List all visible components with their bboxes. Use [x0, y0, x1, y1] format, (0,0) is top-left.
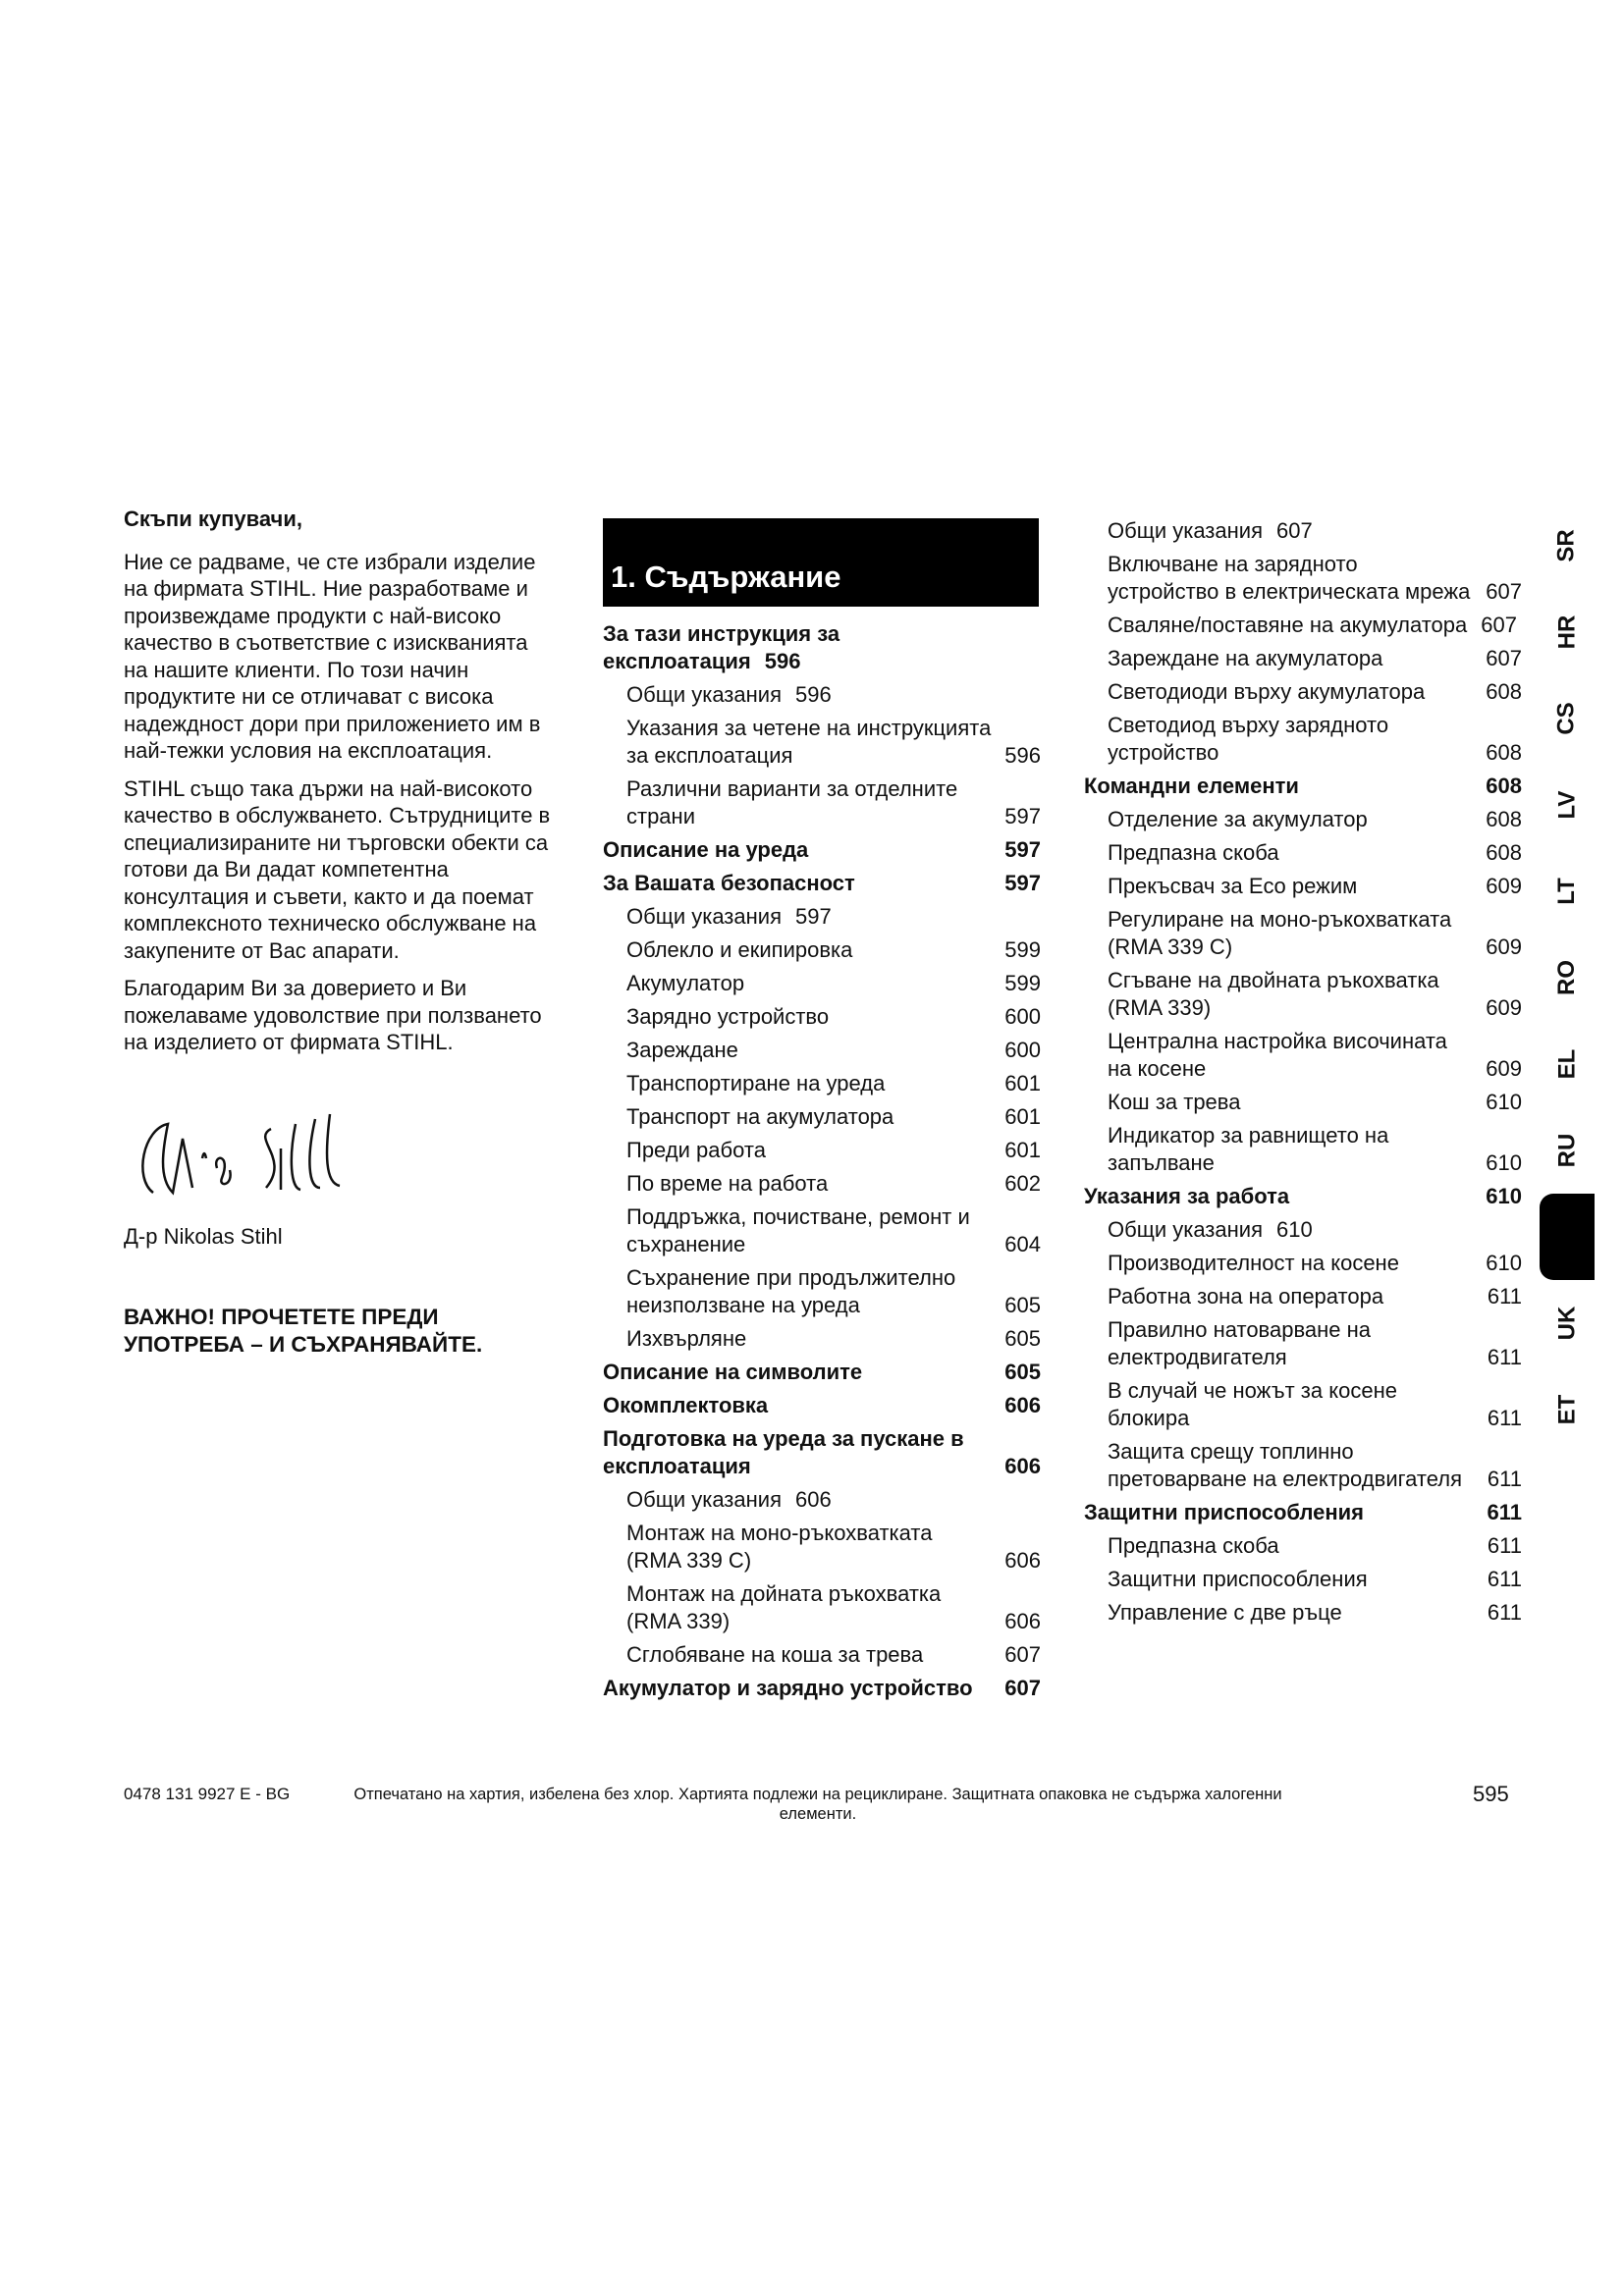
toc-entry-title: Различни варианти за отделните страни — [626, 776, 958, 828]
toc-entry-page: 610 — [1486, 1251, 1522, 1275]
toc-column-3 — [1084, 517, 1522, 1632]
toc-entry-title: Отделение за акумулатор — [1108, 807, 1368, 831]
toc-entry-title: Общи указания — [626, 682, 782, 707]
toc-entry-page: 610 — [1486, 1150, 1522, 1175]
toc-entry-title: Указания за четене на инструкцията за експлоатация — [626, 716, 992, 768]
toc-entry-title: Поддръжка, почистване, ремонт и съхранение — [626, 1204, 970, 1256]
toc-entry-page: 607 — [1481, 613, 1517, 637]
lang-tab-label: CS — [1553, 702, 1580, 735]
lang-tab-label: RO — [1553, 960, 1580, 995]
intro-paragraph-1: Ние се радваме, че сте избрали изделие на фирмата STIHL. Ние разработваме и произвеждаме продукти с най-високо качество в съответствие с изискванията на нашите клиенти. По този начин продуктите ни се отличават с висока надеждност дори при приложението им в най-тежки условия на експлоатация. — [124, 549, 541, 763]
toc-entry-page: 607 — [1486, 646, 1522, 670]
lang-tab-bg[interactable] — [1540, 1194, 1595, 1280]
toc-entry-page: 611 — [1487, 1284, 1522, 1308]
toc-entry-page: 606 — [1004, 1454, 1041, 1478]
toc-entry-title: Общи указания — [626, 1487, 782, 1512]
toc-entry-page: 597 — [1004, 804, 1041, 828]
toc-entry-page: 609 — [1486, 934, 1522, 959]
toc-entry — [603, 1520, 1041, 1575]
greeting: Скъпи купувачи, — [124, 507, 302, 531]
toc-entry-page: 608 — [1486, 774, 1522, 798]
intro-column — [124, 506, 556, 1369]
toc-entry — [603, 1425, 1041, 1480]
toc-entry — [1084, 873, 1522, 900]
toc-entry — [1084, 1028, 1522, 1083]
toc-entry — [603, 1103, 1041, 1131]
lang-tab-label: LV — [1552, 790, 1580, 820]
toc-entry-page: 610 — [1276, 1217, 1313, 1242]
lang-tab-el[interactable] — [1540, 1021, 1595, 1107]
toc-entry-page: 601 — [1004, 1138, 1041, 1162]
toc-entry-title: Монтаж на моно-ръкохватката (RMA 339 C) — [626, 1521, 933, 1573]
toc-entry-title: Общи указания — [626, 904, 782, 929]
toc-entry — [603, 936, 1041, 964]
toc-entry — [603, 1580, 1041, 1635]
toc-entry-title: Управление с две ръце — [1108, 1600, 1342, 1625]
toc-entry-page: 608 — [1486, 740, 1522, 765]
toc-entry-title: Защита срещу топлинно претоварване на електродвигателя — [1108, 1439, 1463, 1491]
signature-image — [124, 1099, 556, 1207]
lang-tab-ro[interactable] — [1540, 934, 1595, 1021]
toc-entry-title: Регулиране на моно-ръкохватката (RMA 339 C) — [1108, 907, 1452, 959]
toc-entry-page: 597 — [1004, 837, 1041, 862]
toc-entry-title: Описание на символите — [603, 1360, 863, 1384]
toc-entry — [603, 715, 1041, 770]
toc-entry-title: Подготовка на уреда за пускане в експлоатация — [603, 1426, 964, 1478]
toc-entry-page: 610 — [1486, 1090, 1522, 1114]
toc-entry — [603, 1675, 1041, 1702]
toc-entry-page: 605 — [1004, 1293, 1041, 1317]
toc-entry — [1084, 1377, 1522, 1432]
toc-entry-title: Транспортиране на уреда — [626, 1071, 886, 1095]
toc-entry-title: Индикатор за равнището на запълване — [1108, 1123, 1389, 1175]
toc-entry — [603, 903, 1041, 931]
toc-entry-page: 600 — [1004, 1004, 1041, 1029]
toc-entry — [1084, 645, 1522, 672]
lang-tab-label: HR — [1552, 614, 1580, 650]
toc-entry-title: Общи указания — [1108, 518, 1263, 543]
toc-entry-title: Окомплектовка — [603, 1393, 769, 1417]
toc-entry-title: Светодиоди върху акумулатора — [1108, 679, 1426, 704]
lang-tab-sr[interactable] — [1540, 503, 1595, 589]
toc-entry — [603, 1070, 1041, 1097]
toc-entry-title: Предпазна скоба — [1108, 1533, 1279, 1558]
toc-entry-title: Производителност на косене — [1108, 1251, 1399, 1275]
toc-entry — [1084, 1438, 1522, 1493]
toc-entry-title: Защитни приспособления — [1108, 1567, 1368, 1591]
toc-entry — [603, 870, 1041, 897]
toc-entry-page: 611 — [1487, 1406, 1522, 1430]
toc-entry-title: Правилно натоварване на електродвигателя — [1108, 1317, 1372, 1369]
toc-entry-title: Съхранение при продължително неизползване на уреда — [626, 1265, 956, 1317]
toc-entry-title: Указания за работа — [1084, 1184, 1290, 1208]
toc-entry-page: 611 — [1487, 1500, 1522, 1524]
intro-paragraph-2: STIHL също така държи на най-високото качество в обслужването. Сътрудниците в специализираните ни търговски обекти са готови да Ви дадат компетентна консултация и съвети, както и да поемат комплексното техническо обслужване на закупените от Вас апарати. — [124, 775, 551, 963]
signature-name: Д-р Nikolas Stihl — [124, 1223, 283, 1249]
toc-entry — [603, 1170, 1041, 1198]
toc-entry-page: 611 — [1487, 1533, 1522, 1558]
important-notice: ВАЖНО! ПРОЧЕТЕТЕ ПРЕДИ УПОТРЕБА – И СЪХРАНЯВАЙТЕ. — [124, 1305, 483, 1357]
toc-entry — [1084, 1499, 1522, 1526]
toc-entry-page: 611 — [1487, 1567, 1522, 1591]
toc-entry-page: 596 — [764, 649, 801, 673]
toc-entry-title: Работна зона на оператора — [1108, 1284, 1384, 1308]
toc-entry — [603, 620, 1041, 675]
lang-tab-lv[interactable] — [1540, 762, 1595, 848]
toc-entry-title: Светодиод върху зарядното устройство — [1108, 713, 1389, 765]
toc-entry-page: 609 — [1486, 1056, 1522, 1081]
toc-entry-page: 607 — [1004, 1642, 1041, 1667]
toc-entry — [1084, 612, 1522, 639]
toc-entry — [603, 1137, 1041, 1164]
toc-entry-title: Акумулатор и зарядно устройство — [603, 1676, 973, 1700]
toc-entry-page: 609 — [1486, 874, 1522, 898]
toc-entry-title: Монтаж на дойната ръкохватка (RMA 339) — [626, 1581, 942, 1633]
toc-entry — [1084, 1089, 1522, 1116]
toc-entry-page: 606 — [1004, 1609, 1041, 1633]
toc-entry-title: Зареждане — [626, 1038, 738, 1062]
toc-entry-title: Акумулатор — [626, 971, 745, 995]
lang-tab-label: BG — [1553, 1219, 1580, 1255]
toc-entry — [1084, 712, 1522, 767]
document-code: 0478 131 9927 E - BG — [124, 1785, 291, 1803]
toc-column-2 — [603, 620, 1041, 1708]
toc-entry — [603, 681, 1041, 709]
toc-entry — [603, 1641, 1041, 1669]
lang-tab-label: ET — [1552, 1394, 1580, 1425]
toc-entry — [1084, 517, 1522, 545]
toc-entry — [1084, 1122, 1522, 1177]
toc-entry-page: 607 — [1276, 518, 1313, 543]
toc-entry — [603, 1325, 1041, 1353]
toc-entry-page: 597 — [1004, 871, 1041, 895]
toc-entry-title: Включване на зарядното устройство в електрическата мрежа — [1108, 552, 1471, 604]
toc-entry — [603, 1037, 1041, 1064]
toc-entry — [1084, 773, 1522, 800]
lang-tab-label: RU — [1552, 1133, 1580, 1168]
intro-paragraph-3: Благодарим Ви за доверието и Ви пожелаваме удоволствие при ползването на изделието от фирмата STIHL. — [124, 976, 542, 1054]
toc-title: 1. Съдържание — [603, 518, 1039, 607]
toc-entry — [1084, 906, 1522, 961]
lang-tab-label: LT — [1552, 878, 1580, 905]
toc-entry-page: 611 — [1487, 1345, 1522, 1369]
lang-tab-et[interactable] — [1540, 1366, 1595, 1453]
footer-note: Отпечатано на хартия, избелена без хлор. Хартията подлежи на рециклиране. Защитната опаковка не съдържа халогенни елементи. — [353, 1786, 1282, 1823]
toc-entry — [603, 1392, 1041, 1419]
toc-entry — [1084, 1216, 1522, 1244]
toc-entry-title: Описание на уреда — [603, 837, 809, 862]
toc-entry-page: 601 — [1004, 1071, 1041, 1095]
toc-entry-page: 606 — [795, 1487, 832, 1512]
toc-entry — [603, 1264, 1041, 1319]
lang-tab-hr[interactable] — [1540, 589, 1595, 675]
toc-entry-title: Общи указания — [1108, 1217, 1263, 1242]
toc-entry-page: 608 — [1486, 679, 1522, 704]
toc-entry-page: 597 — [795, 904, 832, 929]
toc-entry — [1084, 678, 1522, 706]
toc-entry-page: 609 — [1486, 995, 1522, 1020]
toc-entry-title: Сваляне/поставяне на акумулатора — [1108, 613, 1468, 637]
toc-entry — [603, 836, 1041, 864]
toc-entry-page: 604 — [1004, 1232, 1041, 1256]
toc-entry — [1084, 806, 1522, 833]
toc-entry-title: За тази инструкция за експлоатация — [603, 621, 840, 673]
toc-entry-page: 599 — [1004, 971, 1041, 995]
toc-entry-page: 611 — [1487, 1467, 1522, 1491]
toc-entry — [1084, 1316, 1522, 1371]
language-tabs — [1540, 503, 1595, 1453]
toc-entry-title: В случай че ножът за косене блокира — [1108, 1378, 1397, 1430]
page-number: 595 — [1473, 1782, 1509, 1806]
toc-entry — [1084, 551, 1522, 606]
toc-entry-page: 607 — [1004, 1676, 1041, 1700]
toc-entry-page: 605 — [1004, 1326, 1041, 1351]
toc-entry — [603, 1359, 1041, 1386]
toc-entry — [1084, 1283, 1522, 1310]
toc-entry-page: 602 — [1004, 1171, 1041, 1196]
lang-tab-label: EL — [1552, 1048, 1580, 1080]
toc-entry — [1084, 1599, 1522, 1627]
lang-tab-uk[interactable] — [1540, 1280, 1595, 1366]
toc-entry-page: 611 — [1487, 1600, 1522, 1625]
toc-entry — [1084, 1566, 1522, 1593]
toc-entry-page: 596 — [1004, 743, 1041, 768]
toc-entry-page: 606 — [1004, 1393, 1041, 1417]
toc-entry-page: 607 — [1486, 579, 1522, 604]
toc-entry-title: Защитни приспособления — [1084, 1500, 1365, 1524]
toc-entry — [603, 775, 1041, 830]
toc-entry — [1084, 967, 1522, 1022]
toc-entry — [603, 1003, 1041, 1031]
toc-entry-page: 605 — [1004, 1360, 1041, 1384]
toc-entry-title: Зарядно устройство — [626, 1004, 830, 1029]
toc-entry — [1084, 1183, 1522, 1210]
lang-tab-ru[interactable] — [1540, 1107, 1595, 1194]
lang-tab-label: UK — [1552, 1306, 1580, 1341]
toc-entry-title: Преди работа — [626, 1138, 766, 1162]
toc-entry-title: По време на работа — [626, 1171, 829, 1196]
toc-entry-page: 608 — [1486, 840, 1522, 865]
toc-entry-title: Командни елементи — [1084, 774, 1299, 798]
toc-entry — [1084, 1532, 1522, 1560]
toc-entry-page: 601 — [1004, 1104, 1041, 1129]
toc-entry — [603, 970, 1041, 997]
toc-entry — [603, 1486, 1041, 1514]
toc-entry-page: 596 — [795, 682, 832, 707]
toc-entry-title: Изхвърляне — [626, 1326, 747, 1351]
lang-tab-lt[interactable] — [1540, 848, 1595, 934]
toc-entry-page: 599 — [1004, 937, 1041, 962]
toc-entry-title: Транспорт на акумулатора — [626, 1104, 894, 1129]
toc-entry-page: 600 — [1004, 1038, 1041, 1062]
toc-entry-title: Сглобяване на коша за трева — [626, 1642, 924, 1667]
toc-entry-title: Облекло и екипировка — [626, 937, 853, 962]
toc-entry-page: 610 — [1486, 1184, 1522, 1208]
toc-entry-title: Предпазна скоба — [1108, 840, 1279, 865]
toc-entry-page: 608 — [1486, 807, 1522, 831]
toc-entry — [1084, 1250, 1522, 1277]
toc-entry — [603, 1203, 1041, 1258]
toc-entry-title: Кош за трева — [1108, 1090, 1241, 1114]
toc-entry — [1084, 839, 1522, 867]
toc-entry-title: За Вашата безопасност — [603, 871, 855, 895]
lang-tab-label: SR — [1553, 529, 1580, 562]
toc-entry-page: 606 — [1004, 1548, 1041, 1573]
toc-entry-title: Зареждане на акумулатора — [1108, 646, 1383, 670]
toc-entry-title: Сгъване на двойната ръкохватка (RMA 339) — [1108, 968, 1439, 1020]
lang-tab-cs[interactable] — [1540, 675, 1595, 762]
toc-entry-title: Прекъсвач за Eco режим — [1108, 874, 1358, 898]
toc-entry-title: Централна настройка височината на косене — [1108, 1029, 1447, 1081]
